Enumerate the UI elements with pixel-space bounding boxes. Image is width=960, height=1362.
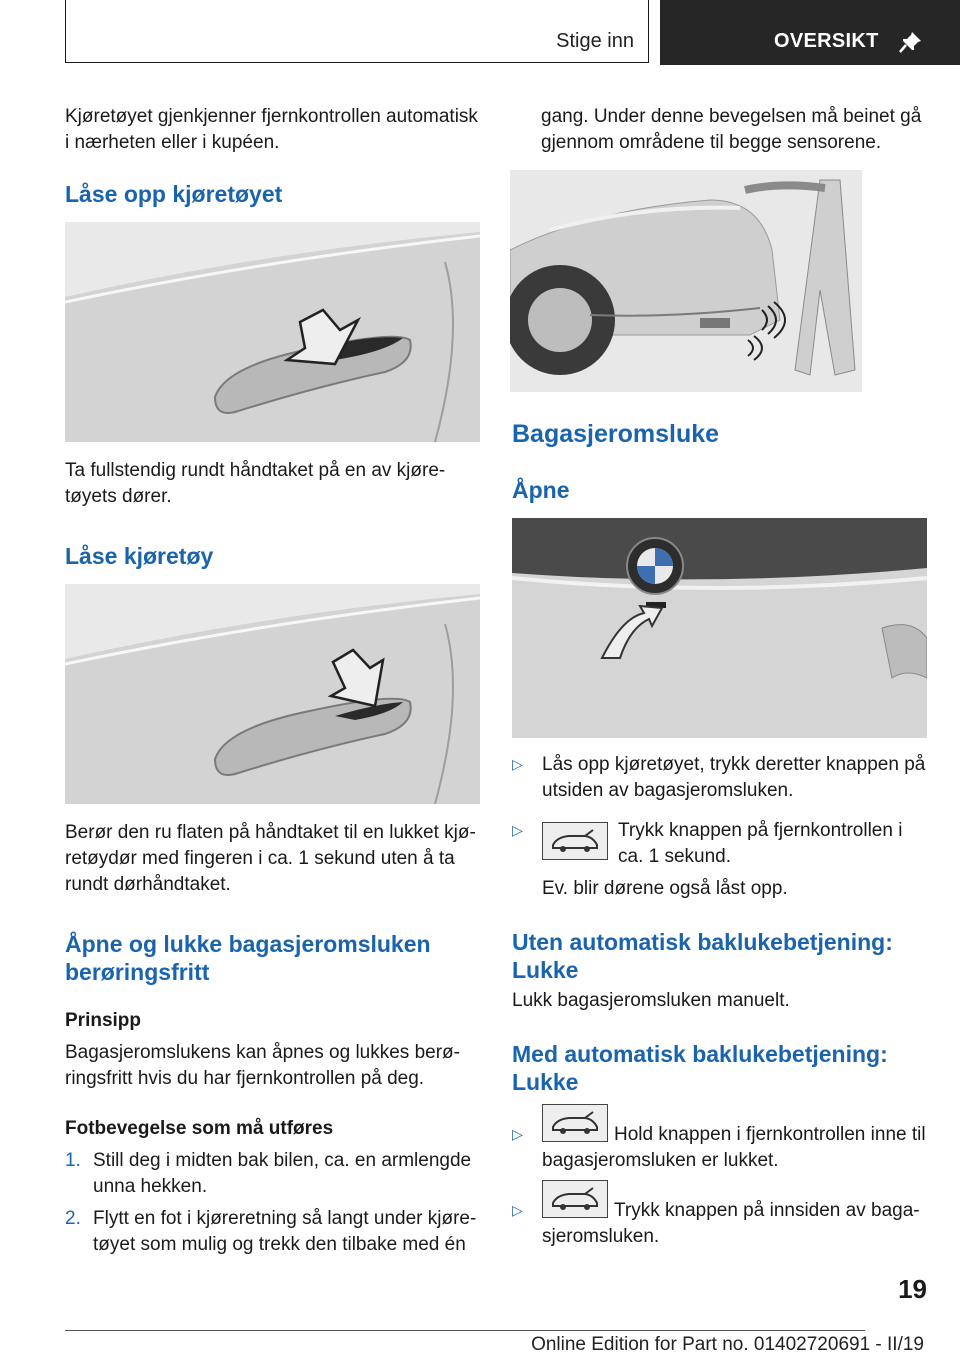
bullet-text: Trykk knappen på fjernkontrollen i ca. 1 sekund.: [618, 820, 903, 867]
bullet-item: [512, 1104, 932, 1170]
open-heading: Åpne: [512, 477, 570, 503]
triangle-bullet-icon: ▷: [512, 1202, 523, 1218]
step-number: 2.: [65, 1208, 81, 1229]
header-chapter-tab[interactable]: [65, 0, 649, 63]
principle-text: Bagasjeromslukens kan åpnes og lukkes berø-ringsfritt hvis du har fjernkontrollen på deg.: [65, 1042, 460, 1089]
header-section-tab[interactable]: [660, 0, 960, 65]
page-number: 19: [898, 1274, 927, 1304]
bullet-text: Lås opp kjøretøyet, trykk deretter knappen på utsiden av bagasjeromsluken.: [542, 754, 926, 801]
trunk-heading: Bagasjeromsluke: [512, 420, 720, 448]
bullet-item: [512, 1180, 932, 1246]
door-handle-unlock-image: [65, 222, 480, 442]
unlock-text: Ta fullstendig rundt håndtaket på en av kjøre-tøyets dører.: [65, 460, 446, 507]
bullet-text: Trykk knappen på innsiden av baga-sjeromsluken.: [542, 1200, 920, 1247]
trunk-button-image: [512, 518, 927, 738]
step-item: [65, 1148, 480, 1204]
bullet-item: [512, 818, 932, 874]
principle-heading: Prinsipp: [65, 1010, 142, 1031]
step-number: 1.: [65, 1150, 81, 1171]
footer-edition: Online Edition for Part no. 01402720691 - II/19: [531, 1334, 924, 1355]
footer-divider: [65, 1330, 865, 1331]
without-auto-heading: Uten automatisk baklukebetjening: Lukke: [512, 929, 893, 983]
header-section-label: OVERSIKT: [774, 30, 879, 52]
intro-text: Kjøretøyet gjenkjenner fjernkontrollen automatisk i nærheten eller i kupéen.: [65, 106, 478, 153]
without-auto-text: Lukk bagasjeromsluken manuelt.: [512, 990, 790, 1011]
header-chapter-label: Stige inn: [556, 30, 634, 52]
foot-gesture-image: [510, 170, 862, 392]
step-item: [65, 1206, 480, 1262]
with-auto-heading: Med automatisk baklukebetjening: Lukke: [512, 1041, 888, 1095]
bullet-item: [512, 752, 932, 808]
continuation-text: gang. Under denne bevegelsen må beinet gå gjennom områdene til begge sensorene.: [541, 106, 922, 153]
triangle-bullet-icon: ▷: [512, 822, 523, 838]
foot-heading: Fotbevegelse som må utføres: [65, 1118, 334, 1139]
lock-heading: Låse kjøretøy: [65, 543, 214, 569]
trunk-key-icon: [542, 822, 608, 860]
step-text: Flytt en fot i kjøreretning så langt under kjøre-tøyet som mulig og trekk den tilbake med én: [93, 1208, 477, 1255]
bullet-text: Hold knappen i fjernkontrollen inne til bagasjeromsluken er lukket.: [542, 1124, 926, 1171]
step-text: Still deg i midten bak bilen, ca. en armlengde unna hekken.: [93, 1150, 472, 1197]
triangle-bullet-icon: ▷: [512, 756, 523, 772]
contactless-heading: Åpne og lukke bagasjeromsluken berøringsfritt: [65, 931, 431, 985]
pin-icon: [898, 29, 924, 55]
open-note: Ev. blir dørene også låst opp.: [542, 878, 788, 899]
triangle-bullet-icon: ▷: [512, 1126, 523, 1142]
door-handle-lock-image: [65, 584, 480, 804]
unlock-heading: Låse opp kjøretøyet: [65, 181, 283, 207]
lock-text: Berør den ru flaten på håndtaket til en lukket kjø-retøydør med fingeren i ca. 1 sekund uten å ta rundt dørhåndtaket.: [65, 822, 476, 895]
